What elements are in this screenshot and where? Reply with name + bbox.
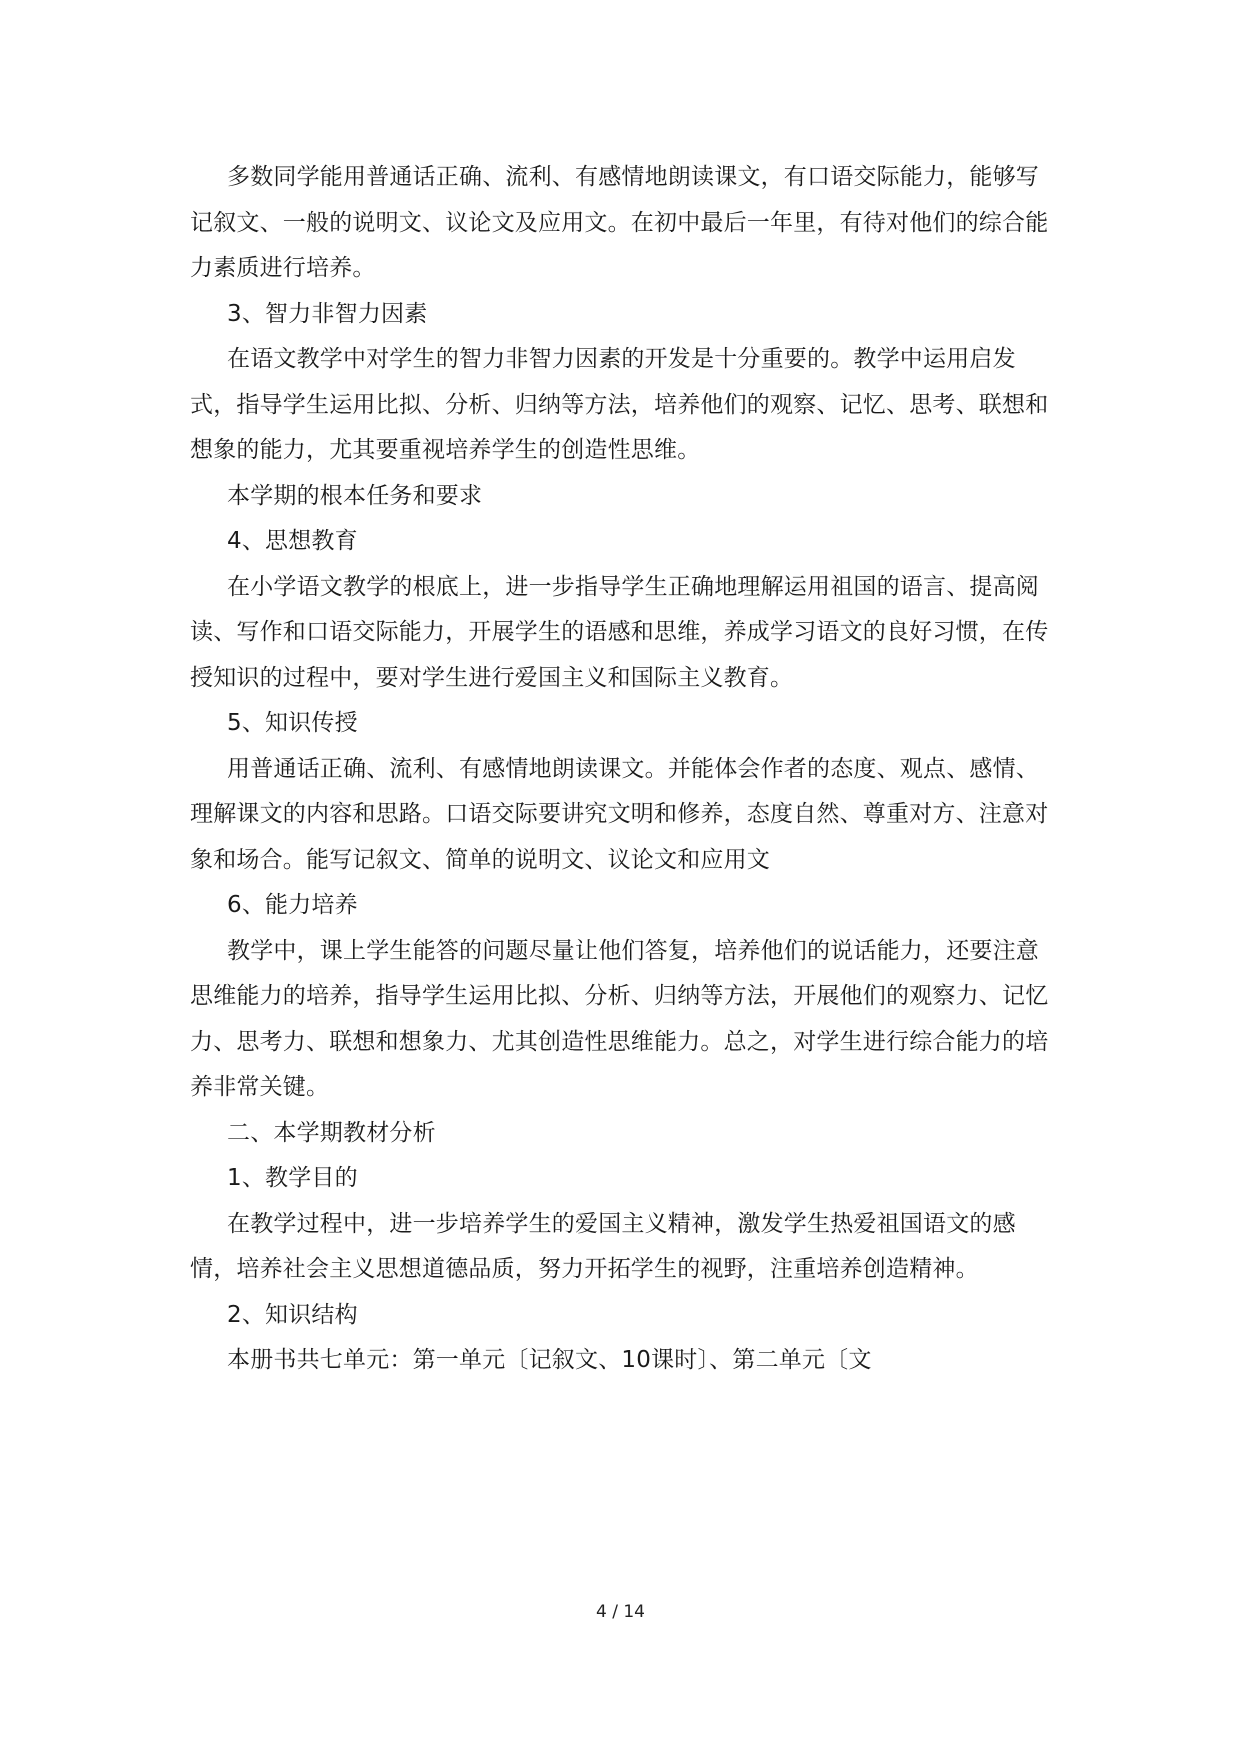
paragraph-7: 本册书共七单元：第一单元〔记叙文、10课时〕、第二单元〔文 <box>227 1347 872 1373</box>
page-footer <box>0 1602 1241 1622</box>
paragraph-4: 用普通话正确、流利、有感情地朗读课文。并能体会作者的态度、观点、感情、理解课文的内容和思路。口语交际要讲究文明和修养，态度自然、尊重对方、注意对象和场合。能写记叙文、简单的说明文、议论文和应用文 <box>190 755 1049 873</box>
paragraph-6: 在教学过程中，进一步培养学生的爱国主义精神，激发学生热爱祖国语文的感情，培养社会主义思想道德品质，努力开拓学生的视野，注重培养创造精神。 <box>190 1210 1016 1282</box>
paragraph-5: 教学中，课上学生能答的问题尽量让他们答复，培养他们的说话能力，还要注意思维能力的培养，指导学生运用比拟、分析、归纳等方法，开展他们的观察力、记忆力、思考力、联想和想象力、尤其创造性思维能力。总之，对学生进行综合能力的培养非常关键。 <box>190 937 1049 1100</box>
page-number: 4 / 14 <box>596 1602 645 1622</box>
heading-teaching-purpose: 1、教学目的 <box>227 1165 358 1191</box>
heading-intellect-factors: 3、智力非智力因素 <box>227 300 428 327</box>
heading-knowledge-structure: 2、知识结构 <box>227 1301 358 1328</box>
heading-textbook-analysis: 二、本学期教材分析 <box>227 1119 436 1146</box>
paragraph-1: 多数同学能用普通话正确、流利、有感情地朗读课文，有口语交际能力，能够写记叙文、一般的说明文、议论文及应用文。在初中最后一年里，有待对他们的综合能力素质进行培养。 <box>190 164 1049 281</box>
heading-ability-training: 6、能力培养 <box>227 892 358 918</box>
paragraph-2: 在语文教学中对学生的智力非智力因素的开发是十分重要的。教学中运用启发式，指导学生运用比拟、分析、归纳等方法，培养他们的观察、记忆、思考、联想和想象的能力，尤其要重视培养学生的创造性思维。 <box>190 346 1049 463</box>
heading-semester-tasks: 本学期的根本任务和要求 <box>227 482 483 509</box>
paragraph-3: 在小学语文教学的根底上，进一步指导学生正确地理解运用祖国的语言、提高阅读、写作和口语交际能力，开展学生的语感和思维，养成学习语文的良好习惯，在传授知识的过程中，要对学生进行爱国主义和国际主义教育。 <box>190 573 1049 691</box>
heading-ideology-education: 4、思想教育 <box>227 528 358 554</box>
document-body <box>190 155 1060 1384</box>
heading-knowledge-teaching: 5、知识传授 <box>227 710 358 736</box>
